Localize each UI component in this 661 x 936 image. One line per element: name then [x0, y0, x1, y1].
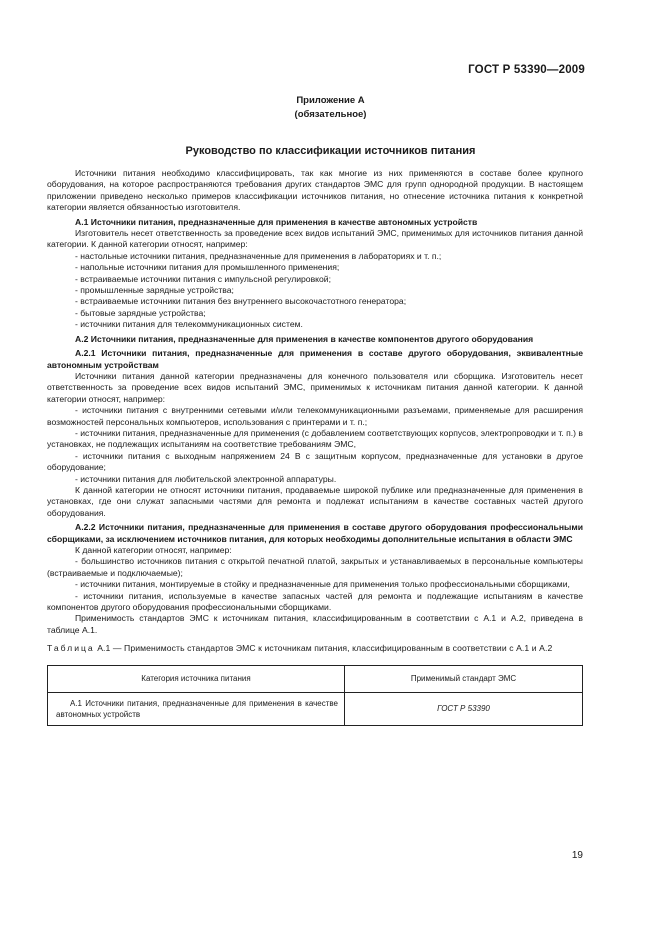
list-item: - источники питания, предназначенные для применения (с добавлением соответствующих корпусов, электропроводки и т. п.) в установках, не подлежащих испытаниям на соответствие требованиям ЭМС, — [47, 427, 583, 450]
list-item: - источники питания для любительской электронной аппаратуры. — [75, 473, 337, 484]
page-number: 19 — [571, 850, 583, 861]
section-a22-paragraph: К данной категории относят, например: — [75, 545, 232, 555]
intro-paragraph: Источники питания необходимо классифицировать, так как многие из них применяются в составе более крупного оборудования, на которое распространяются требования других стандартов ЭМС для групп однородной продукции. В настоящем приложении приведено несколько примеров классификации источников питания, но отнесение источника питания к конкретной категории является обязанностью изготовителя. — [47, 168, 583, 213]
applicability-paragraph: Применимость стандартов ЭМС к источникам питания, классифицированным в соответствии с А.1 и А.2, приведена в таблице А.1. — [47, 613, 583, 635]
section-a21-paragraph: Источники питания данной категории предназначены для конечного пользователя или сборщика. Изготовитель несет ответственность за проведение всех видов испытаний ЭМС, применимых к источникам питания данной категории. К данной категории относят, например: — [47, 370, 583, 404]
table-caption-text: А.1 — Применимость стандартов ЭМС к источникам питания, классифицированным в соответствии с А.1 и А.2 — [94, 643, 553, 654]
list-item: - источники питания с выходным напряжением 24 В с защитным корпусом, предназначенные для установки в другое оборудование; — [47, 450, 583, 473]
table-header-row — [48, 665, 583, 692]
list-item: - настольные источники питания, предназначенные для применения в лабораториях и т. п.; — [75, 250, 442, 261]
table-cell-category: А.1 Источники питания, предназначенные для применения в качестве автономных устройств — [48, 692, 345, 725]
list-item: - источники питания, используемые в качестве запасных частей для ремонта и подлежащие испытаниям в качестве компонентов другого оборудования профессиональными сборщиками. — [47, 590, 583, 613]
section-a21-heading: А.2.1 Источники питания, предназначенные для применения в составе другого оборудования, эквивалентные автономным устройствам — [47, 348, 583, 370]
table-cell-standard: ГОСТ Р 53390 — [345, 692, 583, 725]
section-a1-paragraph: Изготовитель несет ответственность за проведение всех видов испытаний ЭМС, применимых для источников питания данной категории. К данной категории относят, например: — [47, 228, 583, 250]
list-item: - промышленные зарядные устройства; — [75, 285, 234, 296]
section-a1-heading: А.1 Источники питания, предназначенные для применения в качестве автономных устройств — [75, 216, 478, 227]
list-item: - бытовые зарядные устройства; — [75, 307, 206, 318]
annex-label: Приложение А — [296, 95, 365, 106]
annex-title: Руководство по классификации источников питания — [185, 145, 476, 157]
section-a22-heading: А.2.2 Источники питания, предназначенные для применения в составе другого оборудования профессиональными сборщиками, за исключением источников питания, для которых необходимы дополнительные испытания в области ЭМС — [47, 522, 583, 544]
annex-heading — [0, 94, 661, 122]
list-item: - напольные источники питания для промышленного применения; — [75, 262, 340, 273]
document-body — [47, 168, 583, 726]
column-header-category: Категория источника питания — [48, 665, 345, 692]
table-caption — [47, 643, 583, 654]
annex-status: (обязательное) — [294, 109, 367, 120]
list-item: - встраиваемые источники питания без внутреннего высокочастотного генератора; — [75, 296, 407, 307]
list-item: - встраиваемые источники питания с импульсной регулировкой; — [75, 273, 331, 284]
section-a2-heading: А.2 Источники питания, предназначенные для применения в качестве компонентов другого оборудования — [75, 333, 534, 344]
standard-number: ГОСТ Р 53390—2009 — [468, 64, 585, 76]
applicability-table — [47, 665, 583, 726]
section-a21-note: К данной категории не относят источники питания, продаваемые широкой публике или предназначенные для применения в установках, где они служат запасными частями для ремонта и подлежат испытаниям в качестве составных частей другого оборудования. — [47, 484, 583, 518]
list-item: - источники питания для телекоммуникационных систем. — [75, 319, 303, 330]
list-item: - большинство источников питания с открытой печатной платой, закрытых и устанавливаемых в персональные компьютеры (встраиваемые и подключаемые); — [47, 556, 583, 578]
list-item: - источники питания с внутренними сетевыми и/или телекоммуникационными разъемами, применяемые для расширения возможностей персональных компьютеров, использования с принтерами и т. п.; — [47, 405, 583, 427]
column-header-standard: Применимый стандарт ЭМС — [345, 665, 583, 692]
table-caption-label: Таблица — [47, 643, 95, 654]
list-item: - источники питания, монтируемые в стойку и предназначенные для применения только профессиональными сборщиками, — [75, 579, 570, 590]
table-row — [48, 692, 583, 725]
